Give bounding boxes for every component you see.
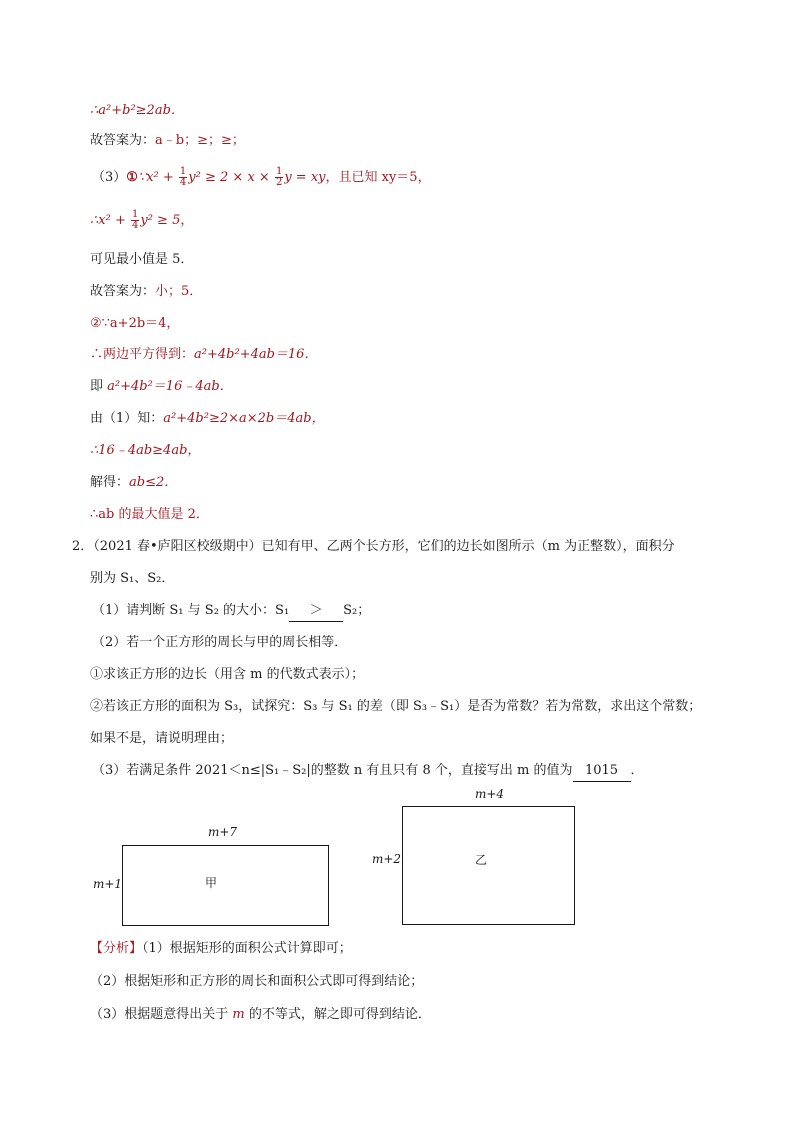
solution-line-12 <box>90 473 177 493</box>
math-expr: ∵x² + <box>137 170 178 185</box>
solution-line-11: ∴16﹣4ab≥4ab， <box>90 443 201 458</box>
text-segment: 解得： <box>90 475 130 490</box>
answer-text: 小；5． <box>155 284 203 299</box>
question-2-part-3 <box>92 761 644 782</box>
analysis-text: 的不等式，解之即可得到结论． <box>244 1007 431 1022</box>
rect-b-left-label: m+2 <box>372 852 402 866</box>
text-segment: 由（1）知： <box>90 411 164 426</box>
analysis-tag: 【分析】 <box>90 941 143 956</box>
fraction-numerator: 1 <box>275 166 283 177</box>
math-expr: y² ≥ 2 × x × <box>188 170 274 185</box>
math-expr: y² ≥ 5 <box>140 213 181 228</box>
question-2-part-2-sub-1: ①求该正方形的边长（用含 m 的代数式表示）； <box>90 667 365 682</box>
rect-a-left-label: m+1 <box>93 877 123 891</box>
fraction-numerator: 1 <box>179 166 187 177</box>
part-text: ． <box>630 763 644 778</box>
fraction-denominator: 2 <box>275 177 283 188</box>
question-2-part-1 <box>92 601 370 622</box>
solution-line-2 <box>90 131 245 151</box>
question-2-part-2: （2）若一个正方形的周长与甲的周长相等． <box>92 635 348 650</box>
fraction <box>179 167 187 188</box>
rect-a-top-label: m+7 <box>208 825 238 839</box>
analysis-text: （1）根据矩形的面积公式计算即可； <box>142 941 352 956</box>
math-expr: a²+4b²＝16﹣4ab． <box>107 379 233 394</box>
math-expr: ab≤2． <box>129 475 178 490</box>
solution-line-7: ②∵a+2b＝4， <box>90 316 180 331</box>
math-expr: y = xy <box>284 170 326 185</box>
solution-line-13: ∴ab 的最大值是 2． <box>90 507 209 522</box>
part-number: （3） <box>92 170 127 185</box>
solution-line-3 <box>92 167 431 188</box>
math-tail: ，且已知 xy＝5， <box>325 170 431 185</box>
answer-blank: 1015 <box>573 761 631 782</box>
solution-line-8 <box>90 345 317 365</box>
solution-line-1: ∴a²+b²≥2ab． <box>90 103 184 118</box>
answer-prefix: 故答案为： <box>90 284 156 299</box>
part-text: S₂； <box>343 603 371 618</box>
fraction <box>275 167 283 188</box>
math-expr: ∴x² + <box>90 213 130 228</box>
fraction <box>131 210 139 231</box>
fraction-numerator: 1 <box>131 209 139 220</box>
text-segment: ∴两边平方得到： <box>90 347 195 362</box>
question-2-stem-line-1 <box>72 537 675 557</box>
rectangle-yi <box>402 806 575 925</box>
rect-b-name: 乙 <box>475 853 488 867</box>
answer-blank: ＞ <box>289 601 343 622</box>
question-stem: （2021 春•庐阳区校级期中）已知有甲、乙两个长方形，它们的边长如图所示（m 为正整数），面积分 <box>93 539 675 554</box>
question-2-stem-line-2: 别为 S₁、S₂． <box>90 571 175 586</box>
analysis-text: （3）根据题意得出关于 <box>90 1007 233 1022</box>
text-segment: 即 <box>90 379 108 394</box>
math-variable: m <box>232 1007 245 1022</box>
question-2-part-2-sub-2-cont: 如果不是，请说明理由； <box>90 731 234 746</box>
solution-line-9 <box>90 377 233 397</box>
answer-text: a﹣b；≥；≥； <box>155 133 245 148</box>
rectangle-jia <box>122 845 329 926</box>
solution-line-5: 可见最小值是 5． <box>90 252 194 267</box>
solution-line-4 <box>90 210 193 231</box>
rect-a-name: 甲 <box>205 876 218 890</box>
analysis-line-1 <box>90 939 352 959</box>
fraction-denominator: 4 <box>179 177 187 188</box>
fraction-denominator: 4 <box>131 220 139 231</box>
solution-line-10 <box>90 409 325 429</box>
rect-b-top-label: m+4 <box>475 787 505 801</box>
answer-prefix: 故答案为： <box>90 133 156 148</box>
part-text: （3）若满足条件 2021＜n≤|S₁﹣S₂|的整数 n 有且只有 8 个，直接写出 m 的值为 <box>92 763 573 778</box>
circle-one-marker: ① <box>126 170 138 185</box>
question-number: 2． <box>72 539 94 554</box>
question-2-part-2-sub-2: ②若该正方形的面积为 S₃，试探究：S₃ 与 S₁ 的差（即 S₃﹣S₁）是否为常数？若为常数，求出这个常数； <box>90 699 702 714</box>
solution-line-6 <box>90 282 202 302</box>
math-expr: a²+4b²+4ab＝16． <box>194 347 318 362</box>
part-text: （1）请判断 S₁ 与 S₂ 的大小：S₁ <box>92 603 290 618</box>
math-expr: a²+4b²≥2×a×2b＝4ab， <box>163 411 325 426</box>
math-tail: ， <box>180 213 194 228</box>
analysis-line-3 <box>90 1005 431 1025</box>
analysis-line-2: （2）根据矩形和正方形的周长和面积公式即可得到结论； <box>90 974 424 989</box>
